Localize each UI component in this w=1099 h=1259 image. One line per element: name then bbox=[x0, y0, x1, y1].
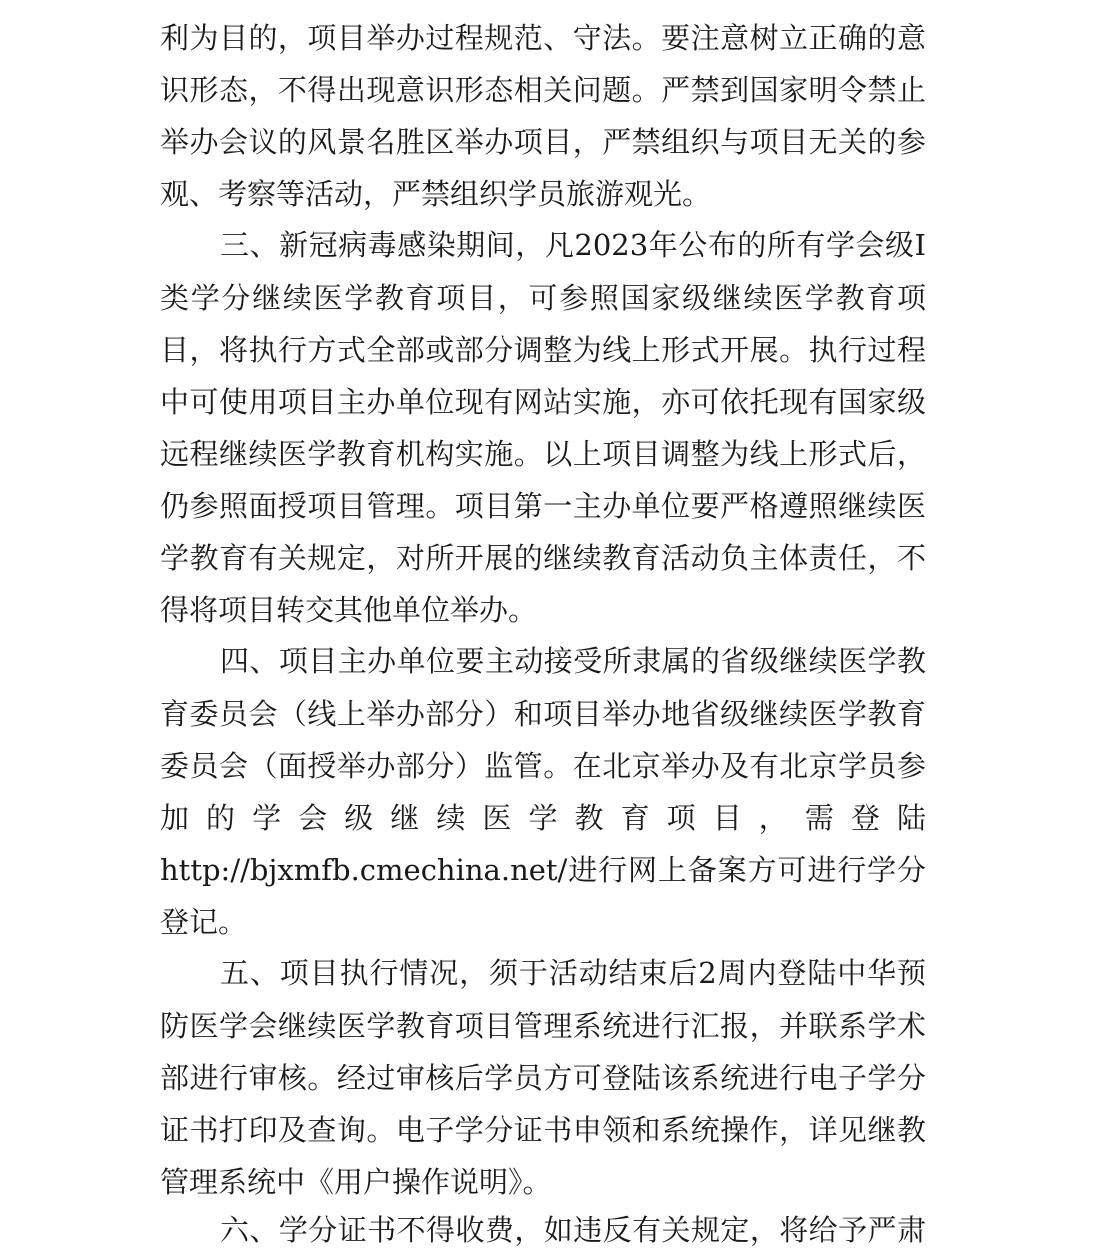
text-line: 管理系统中《用户操作说明》。 bbox=[160, 1165, 552, 1199]
text-line: 防医学会继续医学教育项目管理系统进行汇报，并联系学术 bbox=[160, 1009, 926, 1043]
text-line: 利为目的，项目举办过程规范、守法。要注意树立正确的意 bbox=[160, 21, 926, 55]
text-line: 委员会（面授举办部分）监管。在北京举办及有北京学员参 bbox=[160, 749, 926, 783]
text-line: 证书打印及查询。电子学分证书申领和系统操作，详见继教 bbox=[160, 1113, 926, 1147]
text-line: 远程继续医学教育机构实施。以上项目调整为线上形式后， bbox=[160, 437, 926, 471]
text-line: 观、考察等活动，严禁组织学员旅游观光。 bbox=[160, 177, 712, 211]
text-line: 加 的 学 会 级 继 续 医 学 教 育 项 目 ， 需 登 陆 bbox=[160, 801, 926, 835]
text-line: 识形态，不得出现意识形态相关问题。严禁到国家明令禁止 bbox=[160, 73, 926, 107]
url-line: http://bjxmfb.cmechina.net/进行网上备案方可进行学分 bbox=[160, 853, 926, 887]
text-line: 目，将执行方式全部或部分调整为线上形式开展。执行过程 bbox=[160, 333, 926, 367]
text-line: 育委员会（线上举办部分）和项目举办地省级继续医学教育 bbox=[160, 697, 926, 731]
text-line: 六、学分证书不得收费，如违反有关规定，将给予严肃 bbox=[220, 1213, 926, 1247]
text-line: 仍参照面授项目管理。项目第一主办单位要严格遵照继续医 bbox=[160, 489, 926, 523]
text-line: 中可使用项目主办单位现有网站实施，亦可依托现有国家级 bbox=[160, 385, 926, 419]
text-line: 三、新冠病毒感染期间，凡2023年公布的所有学会级I bbox=[220, 228, 926, 262]
text-line: 登记。 bbox=[160, 905, 248, 939]
text-line: 举办会议的风景名胜区举办项目，严禁组织与项目无关的参 bbox=[160, 125, 926, 159]
text-line: 类学分继续医学教育项目，可参照国家级继续医学教育项 bbox=[160, 281, 926, 315]
text-line: 部进行审核。经过审核后学员方可登陆该系统进行电子学分 bbox=[160, 1061, 926, 1095]
text-line: 四、项目主办单位要主动接受所隶属的省级继续医学教 bbox=[220, 644, 926, 678]
text-line: 得将项目转交其他单位举办。 bbox=[160, 593, 538, 627]
text-line: 学教育有关规定，对所开展的继续教育活动负主体责任，不 bbox=[160, 541, 926, 575]
text-line: 五、项目执行情况，须于活动结束后2周内登陆中华预 bbox=[220, 956, 926, 990]
